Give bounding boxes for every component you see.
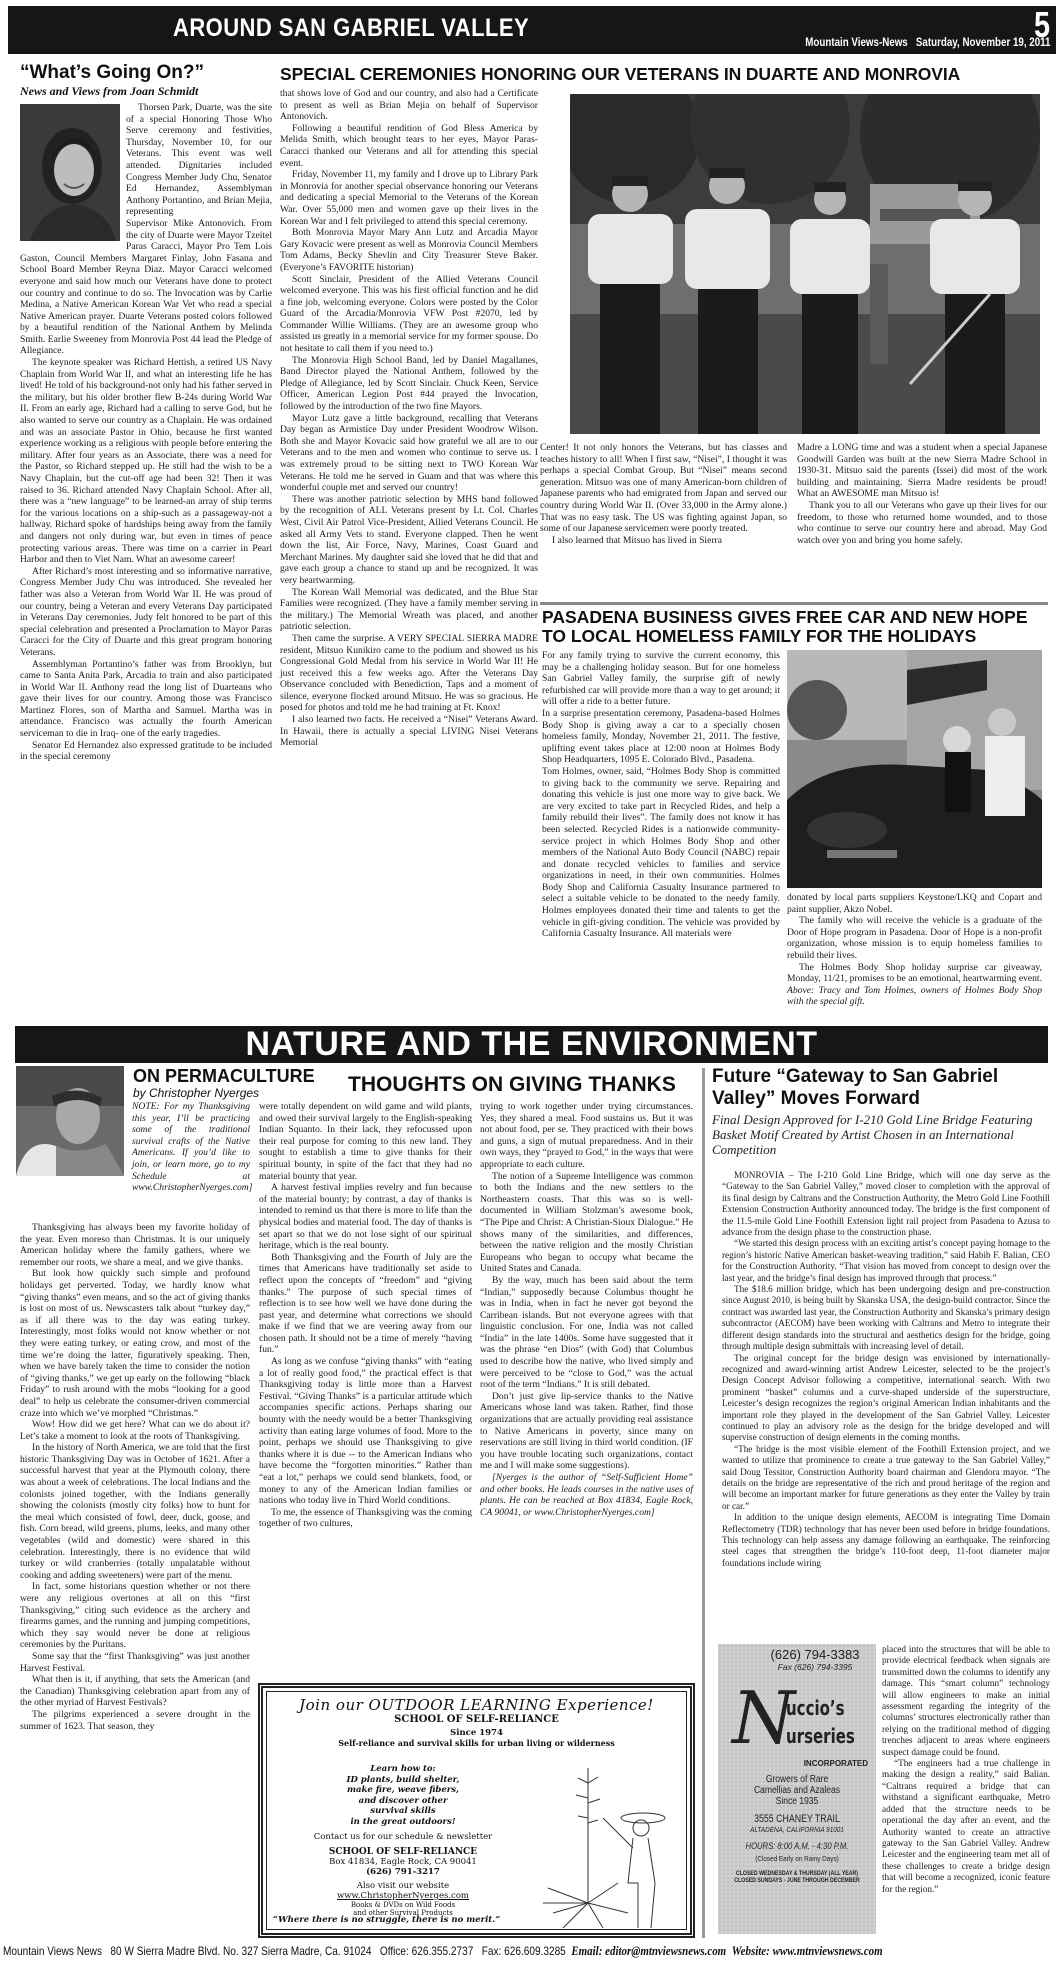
ad-products-2: and other Survival Products <box>353 1909 453 1917</box>
gateway-body <box>722 1170 1050 1569</box>
paragraph: To me, the essence of Thanksgiving was the coming together of two cultures, <box>259 1506 472 1530</box>
paragraph: By the way, much has been said about the term “Indian,” supposedly because Columbus thought he was in India, when in fact he never got beyond the Carribean islands. But not everyone agrees with that linguistic conclusion. For one, India was not called “India” in the late 1400s. Some have suggested that it was the phrase “en Dios” (with God) that Columbus used to describe how the native, who lived simply and were perceived to be “close to God,” was the actual root of the term “Indians.” It is still debated. <box>480 1274 693 1391</box>
learn-line: in the great outdoors! <box>350 1816 456 1827</box>
footer-website-link[interactable]: www.mtnviewsnews.com <box>772 1943 883 1958</box>
paragraph: The original concept for the bridge design was envisioned by internationally-recognized and award-winning artist Andrew Leicester, selected to be the project’s Design Concept Advisor following a competitive, international search. With two prominent “basket” columns and a curve-shaped underside of the superstructure, Leicester’s design recognizes the region’s original American Indian inhabitants and the important role they played in the development of the San Gabriel Valley. Leicester continued to play an advisory role as the design for the bridge developed and will supervise construction of design elements in the coming months. <box>722 1352 1050 1443</box>
nuccio-phone: (626) 794-3383 <box>770 1647 860 1662</box>
paragraph: But look how quickly such simple and profound holidays get perverted. Today, we hardly know what “giving thanks” even means, and so the act of giving thanks is lost on most of us. Newscasters talk about “turkey day,” as if all there was to the day was eating turkey. Interestingly, most folks would not know whether or not they were eating turkey, or eating crow, and most of the time we’re doing the latter, figuratively speaking. Then, when we have barely taken the time to consider the notion of “giving thanks,” we get up early on the following “black Friday” to rush around with the mobs “looking for a good deal” to help us celebrate the consumer-driven commercial craze into which we’ve morphed “Christmas.” <box>20 1268 250 1419</box>
paragraph: Senator Ed Hernandez also expressed gratitude to be included in the special ceremony <box>20 739 272 763</box>
paragraph: were totally dependent on wild game and wild plants, and owed their survival largely to the English-speaking Indian Squanto. In their lack, they refocussed upon their real purpose for coming to this new land. They sought to establish a time to give thanks for their spiritual bounty, in spite of the fact that they had no material bounty that year. <box>259 1101 472 1182</box>
veterans-column-4 <box>797 442 1047 546</box>
footer-email-link[interactable]: editor@mtnviewsnews.com <box>605 1943 727 1958</box>
paragraph: Mayor Lutz gave a little background, recalling that Veterans Day began as Armistice Day under President Woodrow Wilson. Both she and Mayor Kovacic said how grateful we all are to our Veterans and to the men and women who continue to serve us. I was extremely proud to be sitting next to TWO Korean War Veterans. He told me he served in Guam and that was where this wonderful couple met and served our country! <box>280 412 538 494</box>
note-text: NOTE: For my Thanksgiving this year, I’ll be practicing some of the traditional survival crafts of the Native Americans. If you’d like to join, or learn more, go to my Schedule at www.ChristopherNyerges.com] <box>132 1101 253 1194</box>
column-divider <box>702 1068 705 1938</box>
ad-products-1: Books & DVDs on Wild Foods <box>350 1901 456 1909</box>
page-number: 5 <box>1033 4 1050 45</box>
nuccio-city: ALTADENA, CALIFORNIA 91001 <box>750 1825 844 1834</box>
column-kicker-permaculture: ON PERMACULTURE <box>133 1066 315 1086</box>
author-bio: [Nyerges is the author of “Self-Sufficient Home” and other books. He leads courses in the native uses of plants. He can be reached at Box 41834, Eagle Rock, CA 90041, or www.ChristopherNyerges.com] <box>480 1472 693 1518</box>
paragraph: The Monrovia High School Band, led by Daniel Magallanes, Band Director played the National Anthem, followed by the Pledge of Allegiance, led by Scott Sinclair. Chuck Keen, Service Officer, American Legion Post #44 prayed the Invocation, followed by the introduction of the two fine Mayors. <box>280 354 538 413</box>
section-title: AROUND SAN GABRIEL VALLEY <box>173 14 530 42</box>
paragraph: that shows love of God and our country, and also had a Certificate to present as well as Brian Mejia on behalf of Supervisor Antonovich. <box>280 88 538 123</box>
nuccio-incorporated: INCORPORATED <box>803 1759 868 1768</box>
footer-website-label: Website: <box>731 1943 770 1958</box>
giving-thanks-column-2 <box>259 1101 472 1530</box>
paragraph: In addition to the unique design elements, AECOM is integrating Time Domain Reflectometry (TDR) technology that has never been used before in bridge foundations. This technology can help assess any damage following an earthquake. The reinforcing steel cages that strengthen the bridge’s 110-foot deep, 11-foot diameter major foundations include wiring <box>722 1512 1050 1568</box>
paragraph: Both Thanksgiving and the Fourth of July are the times that Americans have traditionally set aside to reflect upon the concepts of “freedom” and “giving thanks.” The purpose of such special times of reflection is to see how well we have done during the past year, and determine what corrections we should make if we find that we are veering away from our chosen path. It should not be a time of merely “having fun.” <box>259 1251 472 1356</box>
section-banner <box>8 6 1056 54</box>
column-byline: News and Views from Joan Schmidt <box>20 84 199 98</box>
nuccio-logo-line2: urseries <box>786 1724 855 1748</box>
paragraph: As long as we confuse “giving thanks” with “eating a lot of really good food,” the practical effect is that Thanksgiving today is little more than a Harvest Festival. “Giving Thanks” is a particular attitude which accompanies specific actions. Perhaps sharing our bounty with the needy would be a better Thanksgiving activity than eating large volumes of food. More to the point, perhaps we should use Thanksgiving to give thanks where it is due -- to the American Indians who have become the “forgotten minorities.” Rather than “eat a lot,” perhaps we could send blankets, food, or money to any of the American Indian families or nations who today live in Third World conditions. <box>259 1356 472 1507</box>
ad-address: Box 41834, Eagle Rock, CA 90041 <box>329 1857 477 1867</box>
nuccio-growers-1: Growers of Rare <box>765 1774 829 1785</box>
section-title-nature: NATURE AND THE ENVIRONMENT <box>245 1025 818 1063</box>
paragraph: Center! It not only honors the Veterans, but has classes and teaches history to all! When I first saw, “Nisei”, I thought it was perhaps a special Combat Group. But “Nisei” means second generation. Mitsuo was one of many American-born children of Japanese parents who had emigrated from Japan and served our country during World War II. (Over 33,000 in the Army alone.) That was no easy task. The US was fighting against Japan, so some of our Japanese servicemen were poorly treated. <box>540 442 787 535</box>
paragraph: Supervisor Mike Antonovich. From the city of Duarte were Mayor Tzeitel Paras Caracci, Mayor Pro Tem Lois Gaston, Council Members Margaret Finlay, John Fasana and School Board Member Reyna Diaz. Mayor Caracci welcomed everyone and said how much our Veterans have done to protect our country and continue to do so. The Invocation was by Carlie Medina, a Native American Korean War Vet who read a special Native American prayer. Duarte Veterans posted colors followed by a beautiful rendition of the National Anthem by Melinda Smith. Earlie Sweeney from Monrovia Post 44 lead the Pledge of Allegiance. <box>20 217 272 357</box>
paragraph: Thank you to all our Veterans who gave up their lives for our freedom, to those who returned home wounded, and to those who continue to serve our country here and abroad. May God watch over you and bring you home safely. <box>797 499 1047 546</box>
car-left-text <box>542 650 780 940</box>
paragraph: “We started this design process with an exciting artist’s concept paying homage to the region’s historic Native American basket-weaving tradition,” said Habib F. Balian, CEO for the Construction Authority. “That vision has moved from concept to design over the last year, and the bridge’s final design has improved through that process.” <box>722 1238 1050 1283</box>
paragraph: Then came the surprise. A VERY SPECIAL SIERRA MADRE resident, Mitsuo Kunikiro came to the podium and showed us his Congressional Gold Medal from his service in World War II! He just received this a few weeks ago. After the Veterans Day Observance concluded with Benediction, Taps and a moment of silence, everyone flocked around Mitsuo. He was so gracious. He posed for photos and told me he had training at Ft. Knox! <box>280 632 538 714</box>
paragraph: Thanksgiving has always been my favorite holiday of the year. Even moreso than Christmas. It is our uniquely American holiday where the family gathers, where we remember our roots, we share a meal, and we give thanks. <box>20 1222 250 1268</box>
giving-thanks-column-3 <box>480 1101 693 1518</box>
paragraph-text: The Holmes Body Shop holiday surprise car giveaway, Monday, 11/21, promises to be an emotional, heartwarming event. <box>787 961 1042 985</box>
paragraph: Wow! How did we get here? What can we do about it? Let’s take a moment to look at the roots of Thanksgiving. <box>20 1419 250 1442</box>
veterans-photo <box>570 94 1040 434</box>
nuccio-street: 3555 CHANEY TRAIL <box>754 1813 840 1825</box>
paragraph: Friday, November 11, my family and I drove up to Library Park in Monrovia for another special observance honoring our Veterans and dedicating a special Memorial to the Veterans of the Korean War. Over 55,000 men and women gave up their lives in the Korean War and I felt privileged to attend this special ceremony. <box>280 169 538 227</box>
paragraph: donated by local parts suppliers Keystone/LKQ and Copart and paint supplier, Akzo Nobel. <box>787 892 1042 915</box>
giving-thanks-headline: THOUGHTS ON GIVING THANKS <box>348 1073 676 1096</box>
issue-date: Saturday, November 19, 2011 <box>915 37 1050 49</box>
page-footer <box>3 1943 883 1959</box>
paragraph: The $18.6 million bridge, which has been undergoing design and pre-construction since August 2010, is being built by Skanska USA, the design-build contractor. Since the contract was awarded last year, the Construction Authority and Skanska’s primary design subcontractor (AECOM) have been working with Caltrans and Metro to integrate their different design standards into the structural and aesthetics design for the bridge, going through multiple design submittals with increasing level of detail. <box>722 1284 1050 1352</box>
paragraph: A harvest festival implies revelry and fun because of the material bounty; by contrast, a day of thanks is intended to remind us that there is more to life than the physical bodies and material food. The day of thanks is set apart so that we do not lose sight of our spiritual heritage, which is the real bounty. <box>259 1182 472 1252</box>
publication-name: Mountain Views-News <box>804 37 908 49</box>
ad-tagline: Self-reliance and survival skills for urban living or wilderness <box>338 1738 615 1748</box>
ad-headline: Join our OUTDOOR LEARNING Experience! <box>299 1696 654 1714</box>
nuccio-logo-initial: N <box>732 1676 795 1760</box>
veterans-column-2 <box>280 88 538 749</box>
paragraph: The keynote speaker was Richard Hettish, a retired US Navy Chaplain from World War II, and what an interesting life he has lived! He told of his background-not only had his father served in the military, but his older brother flew B-24s during World War II. From an early age, Richard had a calling to serve God, but he also wanted to serve our country as a Chaplain. He was ordained and was an associate Pastor in Ohio, because he first wanted experience working as a religious with people before entering the military. After four years as an Associate, there was a need for the Pastor, so Richard stepped up. He still had the wish to be a Navy Chaplain, but the cut-off age had been 32! Then it was raised to 36. Richard attended Navy Chaplain School. After all, there was a “new language” to be learned-an array of ship terms for the various locations on a ship-such as a passageway-not a hallway. Richard spoke of hardships being away from the family and dangers not only during war, but even in times of peace protecting various areas. There was time on a carrier in Pearl Harbor and then to Viet Nam. What an awesome career! <box>20 357 272 566</box>
paragraph: The Korean Wall Memorial was dedicated, and the Blue Star Families were recognized. (They have a family member serving in the military.) The Memorial Wreath was placed, and another patriotic selection. <box>280 586 538 633</box>
paragraph: Following a beautiful rendition of God Bless America by Melida Smith, which brought tears to her eyes, Mayor Paras-Caracci thanked our Veterans and all for attending this special event. <box>280 122 538 169</box>
veterans-photo-image <box>570 94 1040 434</box>
footer-address: 80 W Sierra Madre Blvd. No. 327 Sierra Madre, Ca. 91024 <box>110 1944 372 1958</box>
paragraph: For any family trying to survive the current economy, this may be a challenging holiday season. But for one homeless San Gabriel Valley family, the surprise gift of newly refurbished car will provide more than a way to get around; it will offer a ride to a better future. <box>542 650 780 708</box>
nuccio-fax: Fax (626) 794-3395 <box>777 1662 853 1672</box>
ad-nuccios-nurseries[interactable] <box>718 1644 876 1934</box>
nuccio-closed-1: CLOSED WEDNESDAY & THURSDAY (ALL YEAR) <box>735 1870 859 1877</box>
nuccio-hours: HOURS: 8:00 A.M. - 4:30 P.M. <box>745 1841 849 1851</box>
ad-org-name: SCHOOL OF SELF-RELIANCE <box>394 1714 559 1725</box>
gateway-subhead: Final Design Approved for I-210 Gold Line Bridge Featuring Basket Motif Created by Artist Chosen in an International Competition <box>712 1112 1033 1157</box>
paragraph: In the history of North America, we are told that the first historic Thanksgiving Day was in October of 1621. After a successful harvest that year at the Plymouth colony, there was about a week of celebrations. The local Indians and the colonists joined together, with the Indians generally showing the colonists (mostly city folks) how to hunt for the meal which consisted of fowl, deer, duck, goose, and fish. Corn bread, wild greens, plums, leeks, and many other vegetables (wild and domestic) were shared in this celebration. Interestingly, there is no evidence that wild turkey or wild cranberries (totally unpalatable without cooking and adding sweeteners) were part of the menu. <box>20 1442 250 1581</box>
learn-line: and discover other <box>358 1795 448 1806</box>
yucca-figure-illustration-icon <box>543 1763 683 1933</box>
car-headline: PASADENA BUSINESS GIVES FREE CAR AND NEW HOPE TO LOCAL HOMELESS FAMILY FOR THE HOLIDAYS <box>542 607 1028 646</box>
ad-learn-list <box>273 1764 533 1827</box>
ad-left-block <box>273 1764 533 1917</box>
paragraph: trying to work together under trying circumstances. Yes, they shared a meal. Food sustains us. But it was not about food, per se. They practiced with their bows and guns, a sign of mutual preparedness. And in their own ways, they “prayed to God,” in the ways that were appropriate to each culture. <box>480 1101 693 1170</box>
paragraph: MONROVIA – The I-210 Gold Line Bridge, which will one day serve as the “Gateway to the San Gabriel Valley,” moved closer to completion with the approval of its final design by Caltrans and the Construction Authority, the Metro Gold Line Foothill Extension Construction Authority announced today. The bridge is the first component of the 11.5-mile Gold Line Foothill Extension light rail project from Pasadena to Azusa to advance from the design phase to the construction phase. <box>722 1170 1050 1238</box>
ad-quote: “Where there is no struggle, there is no merit.” <box>273 1915 501 1925</box>
article-divider <box>540 602 1048 605</box>
gateway-narrow-body <box>882 1644 1050 1895</box>
footer-office-phone: Office: 626.355.2737 <box>379 1944 474 1958</box>
ad-contact-line: Contact us for our schedule & newsletter <box>313 1832 493 1842</box>
footer-publication: Mountain Views News <box>3 1944 102 1958</box>
ad-school-of-self-reliance[interactable] <box>258 1683 695 1938</box>
learn-line: make fire, weave fibers, <box>346 1785 460 1795</box>
paragraph: I also learned that Mitsuo has lived in Sierra <box>552 534 722 546</box>
learn-line: survival skills <box>370 1806 436 1816</box>
nuccio-closed-2: CLOSED SUNDAYS - JUNE THROUGH DECEMBER <box>734 1877 860 1884</box>
ad-visit: Also visit our website <box>356 1881 450 1891</box>
footer-fax: Fax: 626.609.3285 <box>481 1944 566 1958</box>
paragraph: In fact, some historians question whether or not there were any religious overtones at all on this “first Thanksgiving,” citing such evidence as the archery and firearms games, and the running and jumping competitions, which they say would never be done at religious ceremonies by the Puritans. <box>20 1581 250 1651</box>
paragraph <box>787 962 1042 1008</box>
section-banner-nature <box>15 1026 1048 1063</box>
paragraph: Some say that the “first Thanksgiving” was just another Harvest Festival. <box>20 1650 250 1674</box>
paragraph: “The bridge is the most visible element of the Foothill Extension project, and we wanted to utilize that prominence to create a true gateway to the San Gabriel Valley,” said Doug Tessitor, Construction Authority board chairman and Glendora mayor. “The details on the bridge are representative of the rich and proud heritage of the region and will become an important marker for future generations as they enter the Valley by train or car.” <box>722 1443 1050 1511</box>
gateway-headline: Future “Gateway to San Gabriel Valley” Moves Forward <box>712 1066 999 1109</box>
learn-line: Learn how to: <box>370 1764 436 1774</box>
learn-line: ID plants, build shelter, <box>346 1774 460 1785</box>
car-photo-image <box>787 650 1042 888</box>
paragraph: Both Monrovia Mayor Mary Ann Lutz and Arcadia Mayor Gary Kovacic were present as well as Monrovia Council Members Tom Adams, Becky Shevlin and City Treasurer Steve Baker. (Everyone’s FAVORITE historian) <box>280 227 538 273</box>
editors-note <box>20 1101 253 1194</box>
paragraph: Assemblyman Portantino’s father was from Brooklyn, but came to Santa Anita Park, Arcadia to train and also participated in World War II. Anthony read the long list of Duarteans who gave their lives for our country. Among those was Francisco Martinez Flores, son of Martha and Samuel. Martha was in attendance. Francisco was actually the fourth American serviceman to die in Iraq- one of the early tragedies. <box>20 658 272 740</box>
paragraph: Don’t just give lip-service thanks to the Native Americans whose land was taken. Rather, find those organizations that are actually providing real assistance to Native Americans in poverty, since many on reservations are still living in third world condition. (IF you have trouble locating such organizations, contact me and I will make some suggestions). <box>480 1390 693 1472</box>
ad-website-link[interactable]: www.ChristopherNyerges.com <box>337 1891 469 1901</box>
paragraph: After Richard’s most interesting and so informative narrative, Congress Member Judy Chu was introduced. She revealed her father was also a Veteran from World War II. He was proud of our country, being a Veteran and every Veterans Day participated in Veterans Day ceremonies. Judy felt honored to be part of this special celebration and presented a Proclamation to Mayor Paras Caracci for the City of Duarte and this great program honoring Veterans. <box>20 565 272 658</box>
car-right-text <box>787 892 1042 1008</box>
author-photo <box>20 104 120 241</box>
car-photo <box>787 650 1042 888</box>
paragraph: Tom Holmes, owner, said, “Holmes Body Shop is committed to giving back to the community we serve. Repairing and donating this vehicle is just one more way to give back. We are very excited to take part in Recycled Rides, and help a family rebuild their lives”. The family does not know it has been selected. Recycled Rides is a nationwide community-service project in which Holmes Body Shop and other members of the National Auto Body Council (NABC) repair and donate recycled vehicles to families and service organizations in need, in their own communities. Holmes Body Shop and California Casualty Insurance partnered to select a suitable vehicle to be donated to the needy family. Holmes employees donated their time and talents to get the vehicle in gift-giving condition. The vehicle was provided by California Casualty Insurance. All materials were <box>542 765 780 940</box>
column-kicker: “What’s Going On?” <box>20 62 204 83</box>
nuccio-rainy: (Closed Early on Rainy Days) <box>755 1854 839 1863</box>
nuccio-logo-line1: uccio’s <box>786 1696 845 1720</box>
paragraph: The notion of a Supreme Intelligence was common to both the Indians and the new settlers to the Northeastern coasts. That this was so is well-documented in William Stolzman’s awesome book, “The Pipe and Christ: A Christian-Sioux Dialogue.” He shows many of the similarities, and differences, between the native religion and the mostly Christian Europeans who began to occupy what became the United States and Canada. <box>480 1170 693 1275</box>
permaculture-byline: by Christopher Nyerges <box>133 1086 260 1100</box>
paragraph: In a surprise presentation ceremony, Pasadena-based Holmes Body Shop is giving away a car to a specially chosen homeless family, Monday, November 21, 2011. The festive, uplifting event takes place at 12:00 noon at Holmes Body Shop Headquarters, 1095 E. Colorado Blvd., Pasadena. <box>542 707 780 766</box>
ad-phone: (626) 791-3217 <box>366 1867 440 1877</box>
footer-email-label: Email: <box>571 1943 603 1958</box>
nuccio-growers-2: Camellias and Azaleas <box>753 1785 840 1796</box>
nuccio-since: Since 1935 <box>775 1796 819 1807</box>
paragraph: Scott Sinclair, President of the Allied Veterans Council welcomed everyone. This was his first official function and he did a fine job, welcoming everyone. Colors were posted by the Color Guard of the Arcadia/Monrovia VFW Post #2070, led by Commander Willie Williams. (They are an awesome group who assisted us greatly in a memorial service for my former spouse. Do not hesitate to call them if you need to.) <box>280 273 538 355</box>
portrait-icon <box>20 104 120 241</box>
paragraph: The family who will receive the vehicle is a graduate of the Door of Hope program in Pasadena. Door of Hope is a non-profit organization, whose mission is to equip homeless families to rebuild their lives. <box>787 915 1042 961</box>
paragraph: The pilgrims experienced a severe drought in the summer of 1623. That season, they <box>20 1708 250 1732</box>
photo-caption: Above: Tracy and Tom Holmes, owners of Holmes Body Shop with the special gift. <box>787 984 1042 1008</box>
dateline <box>805 37 1050 49</box>
paragraph: placed into the structures that will be able to provide electrical feedback when signals are transmitted down the columns to identify any damage. This “smart column” technology will allow engineers to make an initial assessment regarding the integrity of the columns’ structures electronically rather than relying on the traditional method of digging trenches adjacent to areas where engineers suspect damage could be found. <box>882 1644 1050 1757</box>
giving-thanks-column-1 <box>20 1222 250 1732</box>
ad-org-repeat: SCHOOL OF SELF-RELIANCE <box>328 1847 478 1857</box>
veterans-column-3 <box>540 442 787 546</box>
paragraph: There was another patriotic selection by MHS band followed by the recognition of ALL Veterans present by Lt. Col. Charles West, Civil Air Patrol Vice-President, Allied Veterans Council. He asked all Army Vets to stand. Everyone clapped. Then he went down the list, Air Force, Navy, Marines, Coast Guard and Merchant Marines. My daughter said she loved that he did that and gave each group a chance to stand up and be recognized. It was very heartwarming. <box>280 493 538 586</box>
ad-since: Since 1974 <box>450 1728 503 1738</box>
intro-paragraph: Thorsen Park, Duarte, was the site of a special Honoring Those Who Serve ceremony and festivities, Thursday, November 10, for our Veterans. This event was well attended. Dignitaries included Congress Member Judy Chu, Senator Ed Hernandez, Assemblyman Anthony Portantino, and Brian Mejia, representing <box>126 102 272 218</box>
veterans-headline: SPECIAL CEREMONIES HONORING OUR VETERANS IN DUARTE AND MONROVIA <box>280 64 961 84</box>
paragraph: I also learned two facts. He received a “Nisei” Veterans Award. In Hawaii, there is actually a special LIVING Nisei Veterans Memorial <box>280 714 538 749</box>
paragraph: Madre a LONG time and was a student when a special Japanese Goodwill Garden was built at the new Sierra Madre School in 1930-31. Mitsuo said the parents (Issei) did most of the work building and maintaining. Sierra Madre residents be proud! What an AWESOME man Mitsuo is! <box>797 442 1047 500</box>
paragraph: What then is it, if anything, that sets the American (and the Canadian) Thanksgiving celebration apart from any of the other myriad of Harvest Festivals? <box>20 1674 250 1709</box>
nuccio-logo <box>718 1678 876 1768</box>
column-whats-going-on <box>20 62 272 763</box>
paragraph: “The engineers had a true challenge in making the design a reality,” said Balian. “Caltrans required a bridge that can withstand a significant earthquake, Metro added that the structure needs to be operational the day after an event, and the Authority wanted to create an attractive gateway to the San Gabriel Valley. Andrew Leicester and the engineering team met all of these challenges to create a bridge design that will become a recognized, iconic feature for the region.” <box>882 1758 1050 1894</box>
